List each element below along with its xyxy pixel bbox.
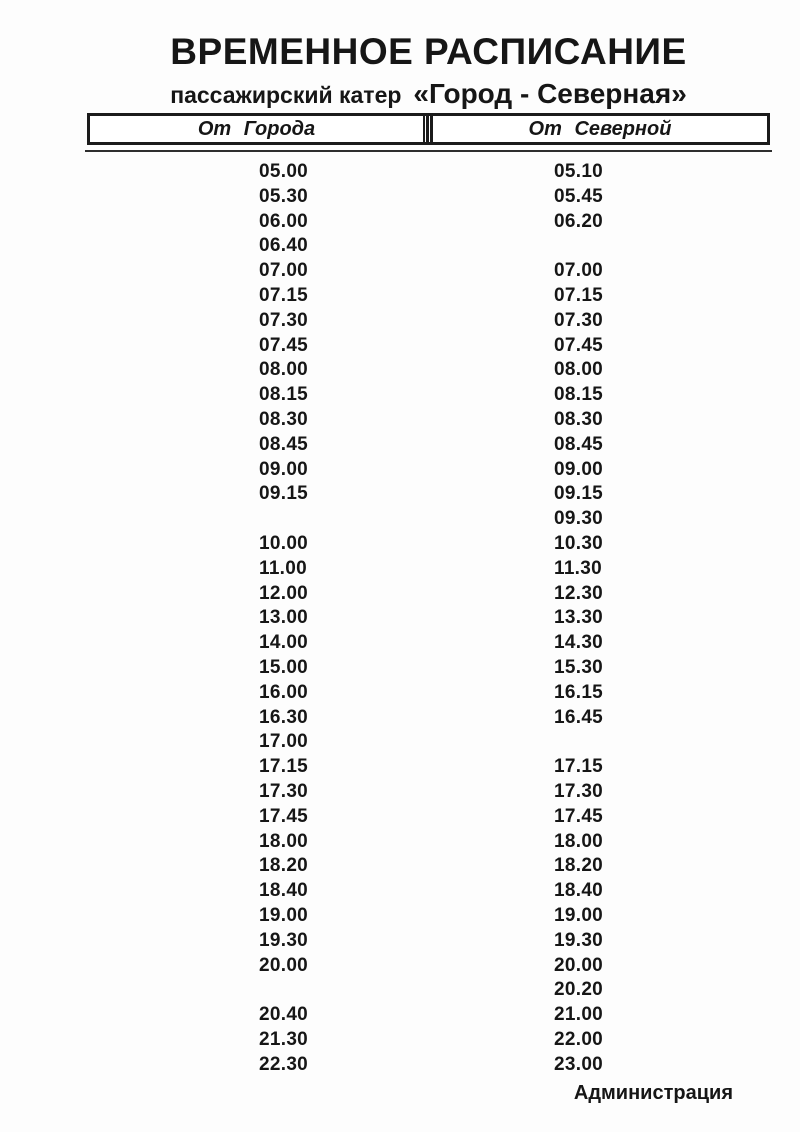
departure-from-severnaya: 23.00	[554, 1053, 604, 1075]
departure-from-severnaya: 09.30	[554, 508, 604, 530]
table-row	[87, 160, 770, 185]
timetable-rows	[87, 160, 770, 1077]
table-row	[87, 458, 770, 483]
column-header-from-severnaya: От Северной	[528, 118, 672, 140]
departure-from-city: 14.00	[259, 632, 309, 654]
departure-from-city: 17.45	[259, 805, 309, 827]
departure-from-city: 22.30	[259, 1053, 309, 1075]
table-row	[87, 582, 770, 607]
departure-from-severnaya: 06.20	[554, 210, 604, 232]
departure-from-severnaya: 09.00	[554, 458, 604, 480]
departure-from-city: 08.30	[259, 408, 309, 430]
departure-from-city: 17.30	[259, 780, 309, 802]
departure-from-city: 05.30	[259, 185, 309, 207]
departure-from-city: 08.00	[259, 359, 309, 381]
departure-from-severnaya: 19.30	[554, 929, 604, 951]
departure-from-severnaya: 20.00	[554, 954, 604, 976]
departure-from-severnaya: 17.15	[554, 756, 604, 778]
departure-from-city: 07.45	[259, 334, 309, 356]
table-row	[87, 284, 770, 309]
table-row	[87, 1053, 770, 1078]
table-row	[87, 606, 770, 631]
departure-from-city: 20.40	[259, 1004, 309, 1026]
departure-from-city: 17.00	[259, 731, 309, 753]
departure-from-severnaya: 08.00	[554, 359, 604, 381]
departure-from-city: 09.15	[259, 483, 309, 505]
table-row	[87, 904, 770, 929]
departure-from-severnaya: 16.15	[554, 681, 604, 703]
table-row	[87, 706, 770, 731]
departure-from-city: 19.30	[259, 929, 309, 951]
departure-from-severnaya: 18.40	[554, 880, 604, 902]
departure-from-severnaya: 18.00	[554, 830, 604, 852]
table-row	[87, 1003, 770, 1028]
departure-from-city: 19.00	[259, 904, 309, 926]
table-row	[87, 978, 770, 1003]
table-row	[87, 730, 770, 755]
column-header-from-city: От Города	[197, 118, 316, 140]
departure-from-city: 08.15	[259, 384, 309, 406]
timetable-header	[87, 113, 770, 145]
departure-from-severnaya: 05.45	[554, 185, 604, 207]
table-row	[87, 557, 770, 582]
departure-from-city: 08.45	[259, 433, 309, 455]
table-row	[87, 309, 770, 334]
departure-from-severnaya: 10.30	[554, 532, 604, 554]
departure-from-city: 16.30	[259, 706, 309, 728]
table-row	[87, 879, 770, 904]
table-row	[87, 954, 770, 979]
departure-from-severnaya: 11.30	[554, 557, 602, 579]
table-row	[87, 755, 770, 780]
departure-from-city: 06.00	[259, 210, 309, 232]
table-row	[87, 234, 770, 259]
departure-from-city: 16.00	[259, 681, 309, 703]
table-row	[87, 433, 770, 458]
departure-from-severnaya: 14.30	[554, 632, 604, 654]
departure-from-severnaya: 07.15	[554, 284, 604, 306]
signature-administration: Администрация	[573, 1082, 733, 1105]
departure-from-city: 18.00	[259, 830, 309, 852]
subtitle-route-name: «Город - Северная»	[413, 78, 687, 109]
divider-line	[426, 116, 429, 142]
departure-from-city: 07.00	[259, 260, 309, 282]
table-row	[87, 334, 770, 359]
page-content	[87, 0, 770, 1104]
departure-from-severnaya: 16.45	[554, 706, 604, 728]
departure-from-severnaya: 07.00	[554, 260, 604, 282]
table-row	[87, 358, 770, 383]
departure-from-city: 13.00	[259, 607, 309, 629]
table-row	[87, 210, 770, 235]
table-row	[87, 383, 770, 408]
departure-from-severnaya: 12.30	[554, 582, 604, 604]
departure-from-severnaya: 21.00	[554, 1004, 604, 1026]
divider-line	[423, 116, 425, 142]
departure-from-severnaya: 08.15	[554, 384, 604, 406]
table-row	[87, 854, 770, 879]
departure-from-severnaya: 08.30	[554, 408, 604, 430]
table-row	[87, 805, 770, 830]
header-underline	[85, 150, 772, 152]
table-row	[87, 482, 770, 507]
departure-from-city: 07.30	[259, 309, 309, 331]
table-row	[87, 408, 770, 433]
subtitle-vessel-type: пассажирский катер	[170, 82, 402, 108]
departure-from-severnaya: 17.30	[554, 780, 604, 802]
departure-from-city: 15.00	[259, 656, 309, 678]
departure-from-city: 06.40	[259, 235, 309, 257]
departure-from-severnaya: 08.45	[554, 433, 604, 455]
table-row	[87, 656, 770, 681]
page-title: ВРЕМЕННОЕ РАСПИСАНИЕ	[170, 31, 687, 72]
departure-from-city: 21.30	[259, 1028, 309, 1050]
departure-from-severnaya: 09.15	[554, 483, 604, 505]
table-row	[87, 532, 770, 557]
departure-from-severnaya: 18.20	[554, 855, 604, 877]
departure-from-city: 10.00	[259, 532, 309, 554]
departure-from-city: 20.00	[259, 954, 309, 976]
column-divider	[423, 116, 433, 142]
departure-from-severnaya: 15.30	[554, 656, 604, 678]
table-row	[87, 830, 770, 855]
departure-from-severnaya: 07.45	[554, 334, 604, 356]
departure-from-city: 18.20	[259, 855, 309, 877]
table-row	[87, 507, 770, 532]
departure-from-city: 09.00	[259, 458, 309, 480]
page-subtitle	[87, 80, 770, 113]
table-row	[87, 1028, 770, 1053]
departure-from-severnaya: 05.10	[554, 161, 604, 182]
table-row	[87, 780, 770, 805]
table-row	[87, 681, 770, 706]
departure-from-severnaya: 20.20	[554, 979, 604, 1001]
departure-from-city: 07.15	[259, 284, 309, 306]
departure-from-city: 12.00	[259, 582, 309, 604]
departure-from-severnaya: 22.00	[554, 1028, 604, 1050]
table-row	[87, 259, 770, 284]
departure-from-city: 17.15	[259, 756, 309, 778]
departure-from-severnaya: 19.00	[554, 904, 604, 926]
table-row	[87, 929, 770, 954]
departure-from-city: 11.00	[259, 557, 307, 579]
departure-from-city: 05.00	[259, 161, 309, 182]
table-row	[87, 185, 770, 210]
departure-from-severnaya: 07.30	[554, 309, 604, 331]
departure-from-severnaya: 17.45	[554, 805, 604, 827]
departure-from-severnaya: 13.30	[554, 607, 604, 629]
departure-from-city: 18.40	[259, 880, 309, 902]
table-row	[87, 631, 770, 656]
